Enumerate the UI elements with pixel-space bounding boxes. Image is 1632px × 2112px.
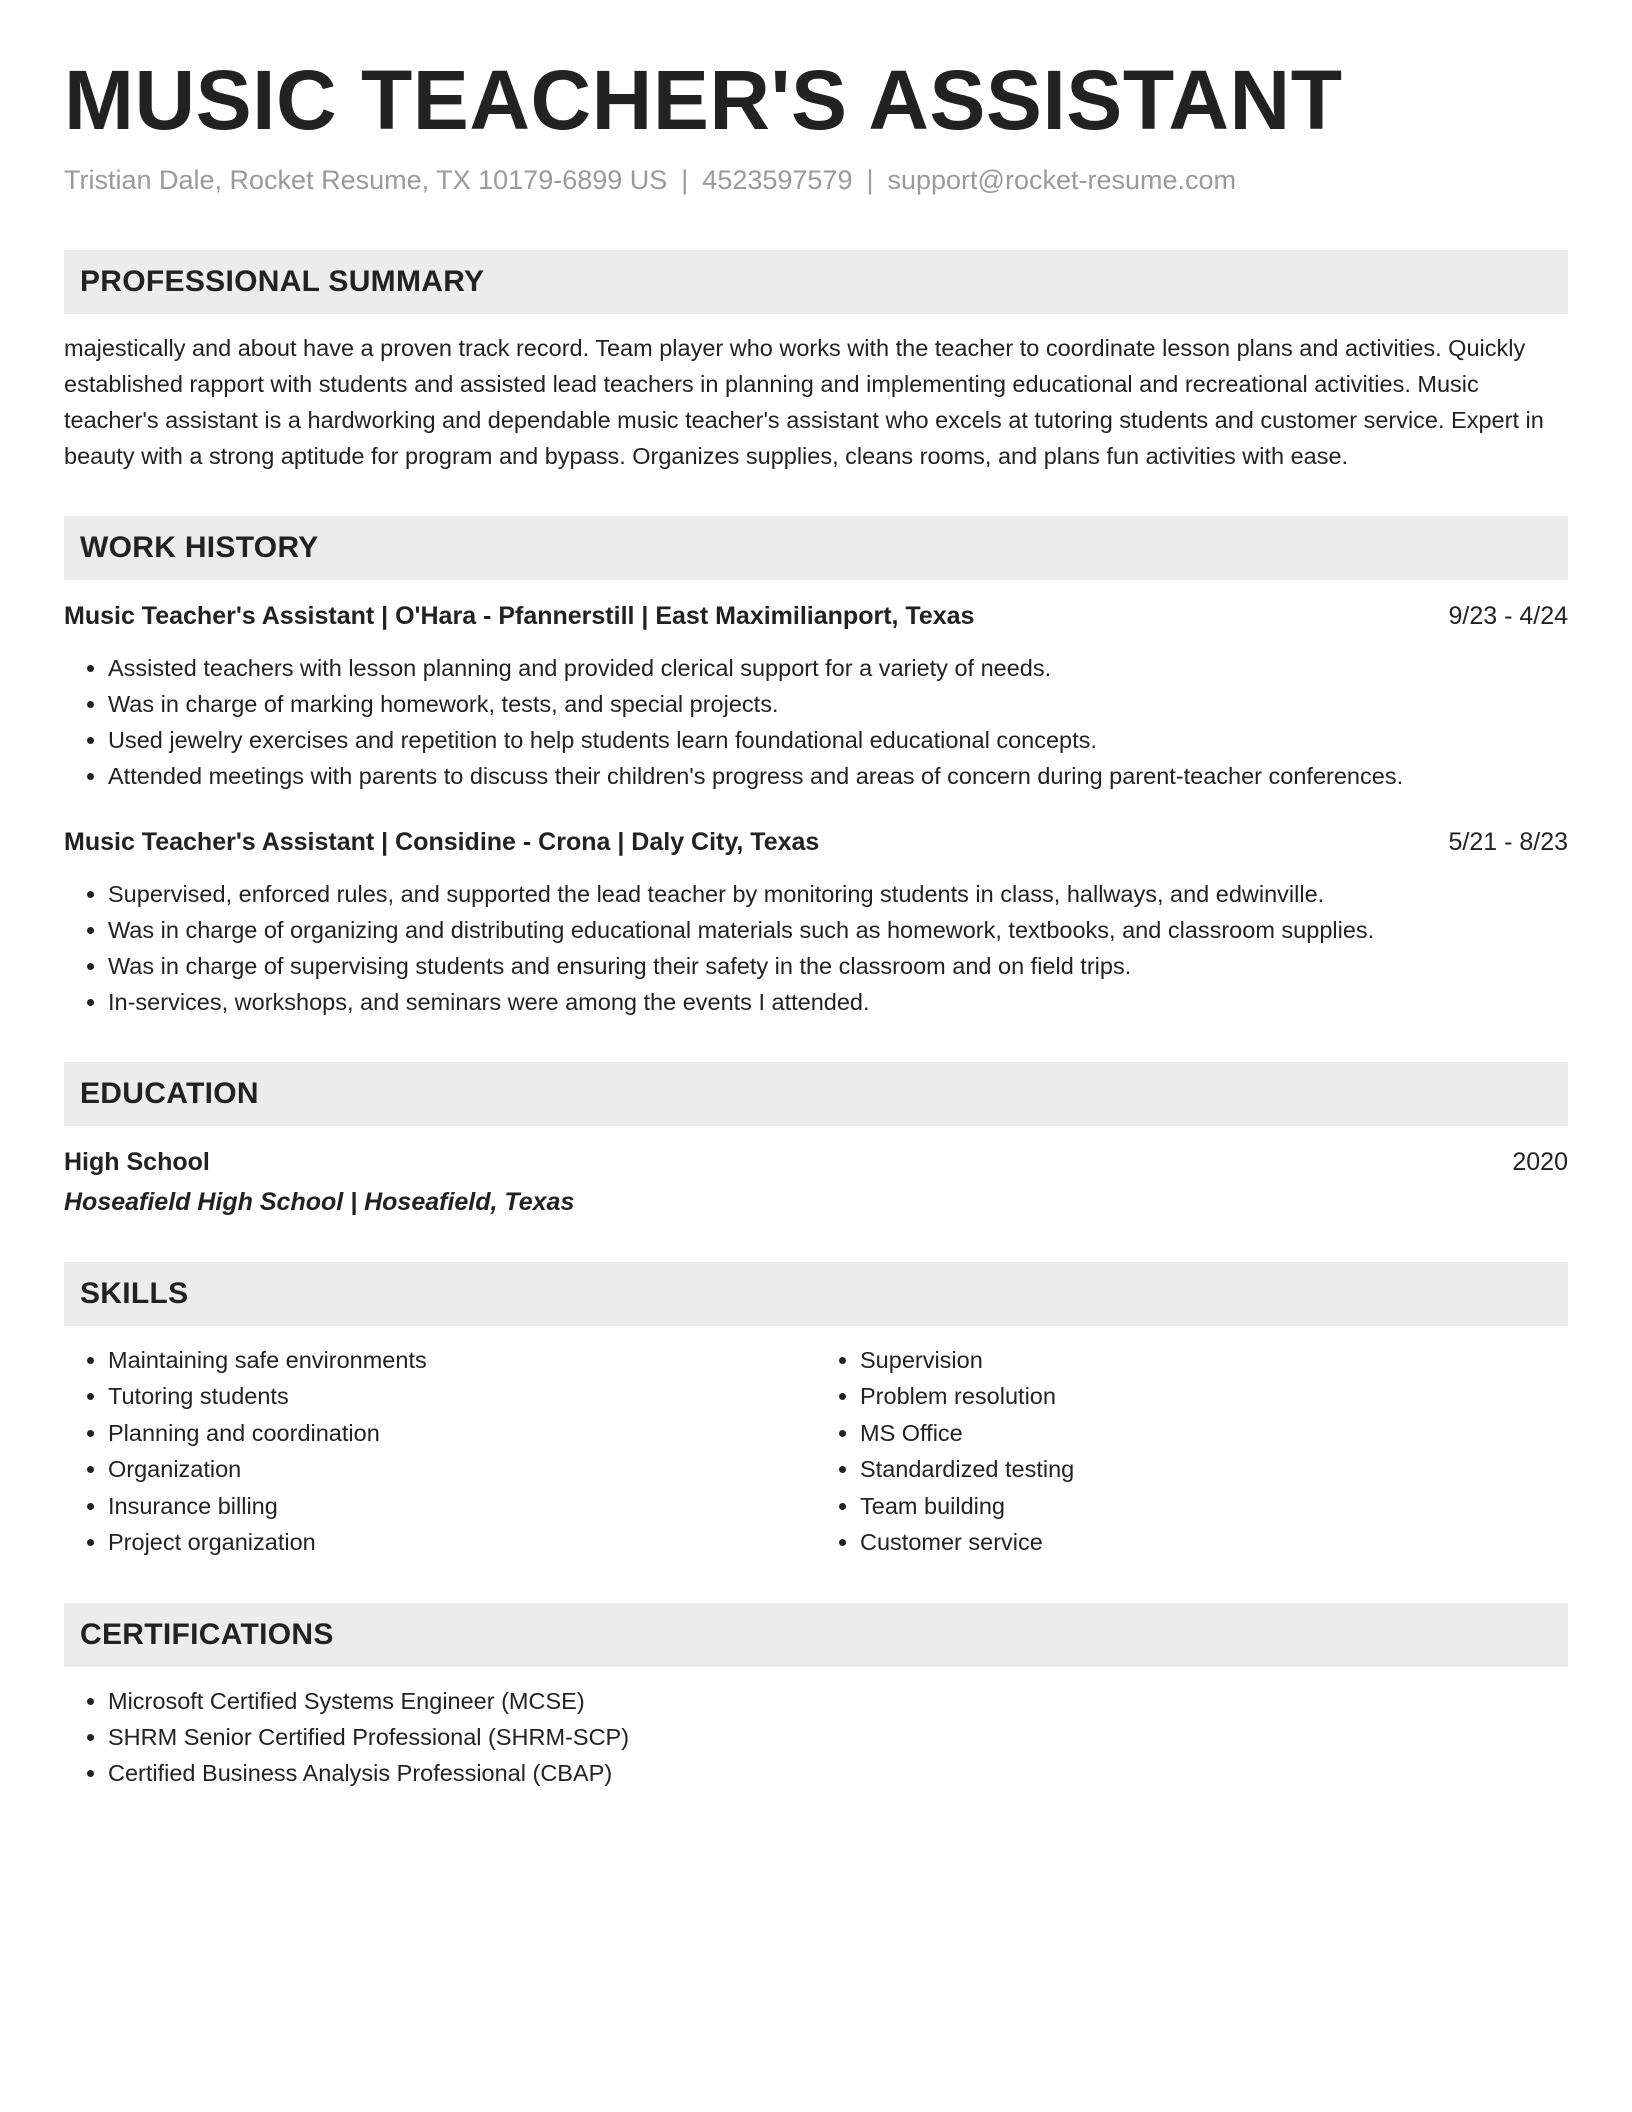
skill-item: • Maintaining safe environments bbox=[108, 1342, 816, 1379]
skill-item: • Standardized testing bbox=[860, 1451, 1568, 1488]
education-degree: High School bbox=[64, 1147, 210, 1176]
contact-line bbox=[64, 163, 1568, 198]
summary-text: majestically and about have a proven track record. Team player who works with the teacher to coordinate lesson plans and activities. Quickly established rapport with students and assisted lead teachers in planning and implementing educational and recreational activities. Music teacher's assistant is a hardworking and dependable music teacher's assistant who excels at tutoring students and customer service. Expert in beauty with a strong aptitude for program and bypass. Organizes supplies, cleans rooms, and plans fun activities with ease. bbox=[64, 334, 1544, 469]
education-year: 2020 bbox=[1512, 1147, 1568, 1176]
skill-item: • Customer service bbox=[860, 1524, 1568, 1561]
skill-item: • Project organization bbox=[108, 1524, 816, 1561]
skills-right-list bbox=[816, 1342, 1568, 1561]
resume-name: MUSIC TEACHER'S ASSISTANT bbox=[64, 53, 1343, 147]
job-bullet: • Assisted teachers with lesson planning and provided clerical support for a variety of needs. bbox=[108, 650, 1568, 686]
skill-item: • Problem resolution bbox=[860, 1378, 1568, 1415]
contact-address: Tristian Dale, Rocket Resume, TX 10179-6899 US bbox=[64, 164, 668, 195]
job-dates: 5/21 - 8/23 bbox=[1448, 827, 1568, 856]
job-header bbox=[64, 598, 1568, 634]
job-entry bbox=[64, 824, 1568, 1020]
education-school: Hoseafield High School | Hoseafield, Texas bbox=[64, 1187, 575, 1216]
job-dates: 9/23 - 4/24 bbox=[1448, 601, 1568, 630]
certification-item: • Microsoft Certified Systems Engineer (MCSE) bbox=[108, 1683, 1568, 1719]
education-heading: EDUCATION bbox=[80, 1076, 259, 1110]
skill-item: • MS Office bbox=[860, 1415, 1568, 1452]
contact-phone: 4523597579 bbox=[702, 164, 853, 195]
job-entry bbox=[64, 598, 1568, 794]
education-header bbox=[64, 1144, 1568, 1180]
education-section-header bbox=[64, 1062, 1568, 1126]
summary-section-header bbox=[64, 250, 1568, 314]
certifications-section-header bbox=[64, 1603, 1568, 1667]
skill-item: • Planning and coordination bbox=[108, 1415, 816, 1452]
work-section-header bbox=[64, 516, 1568, 580]
job-title: Music Teacher's Assistant | Considine - Crona | Daly City, Texas bbox=[64, 827, 820, 856]
skills-left-list bbox=[64, 1342, 816, 1561]
job-bullet: • Was in charge of organizing and distributing educational materials such as homework, textbooks, and classroom supplies. bbox=[108, 912, 1568, 948]
job-bullet: • Was in charge of supervising students and ensuring their safety in the classroom and on field trips. bbox=[108, 948, 1568, 984]
job-title: Music Teacher's Assistant | O'Hara - Pfannerstill | East Maximilianport, Texas bbox=[64, 601, 975, 630]
certification-item: • SHRM Senior Certified Professional (SHRM-SCP) bbox=[108, 1719, 1568, 1755]
job-bullet: • Supervised, enforced rules, and supported the lead teacher by monitoring students in class, hallways, and edwinville. bbox=[108, 876, 1568, 912]
job-bullet: • In-services, workshops, and seminars were among the events I attended. bbox=[108, 984, 1568, 1020]
certification-item: • Certified Business Analysis Professional (CBAP) bbox=[108, 1755, 1568, 1791]
skill-item: • Insurance billing bbox=[108, 1488, 816, 1525]
skill-item: • Team building bbox=[860, 1488, 1568, 1525]
skills-section-header bbox=[64, 1262, 1568, 1326]
job-bullets bbox=[64, 876, 1568, 1020]
skills-columns bbox=[64, 1342, 1568, 1561]
job-bullets bbox=[64, 650, 1568, 794]
contact-email: support@rocket-resume.com bbox=[887, 164, 1237, 195]
job-bullet: • Used jewelry exercises and repetition to help students learn foundational educational concepts. bbox=[108, 722, 1568, 758]
work-heading: WORK HISTORY bbox=[80, 530, 319, 564]
summary-heading: PROFESSIONAL SUMMARY bbox=[80, 264, 485, 298]
education-entry bbox=[64, 1144, 1568, 1220]
job-header bbox=[64, 824, 1568, 860]
contact-separator: | bbox=[866, 164, 874, 195]
certifications-heading: CERTIFICATIONS bbox=[80, 1617, 334, 1651]
skill-item: • Tutoring students bbox=[108, 1378, 816, 1415]
contact-separator: | bbox=[681, 164, 689, 195]
certifications-list bbox=[64, 1683, 1568, 1791]
skills-heading: SKILLS bbox=[80, 1276, 189, 1310]
skill-item: • Supervision bbox=[860, 1342, 1568, 1379]
skill-item: • Organization bbox=[108, 1451, 816, 1488]
job-bullet: • Was in charge of marking homework, tests, and special projects. bbox=[108, 686, 1568, 722]
job-bullet: • Attended meetings with parents to discuss their children's progress and areas of concern during parent-teacher conferences. bbox=[108, 758, 1568, 794]
